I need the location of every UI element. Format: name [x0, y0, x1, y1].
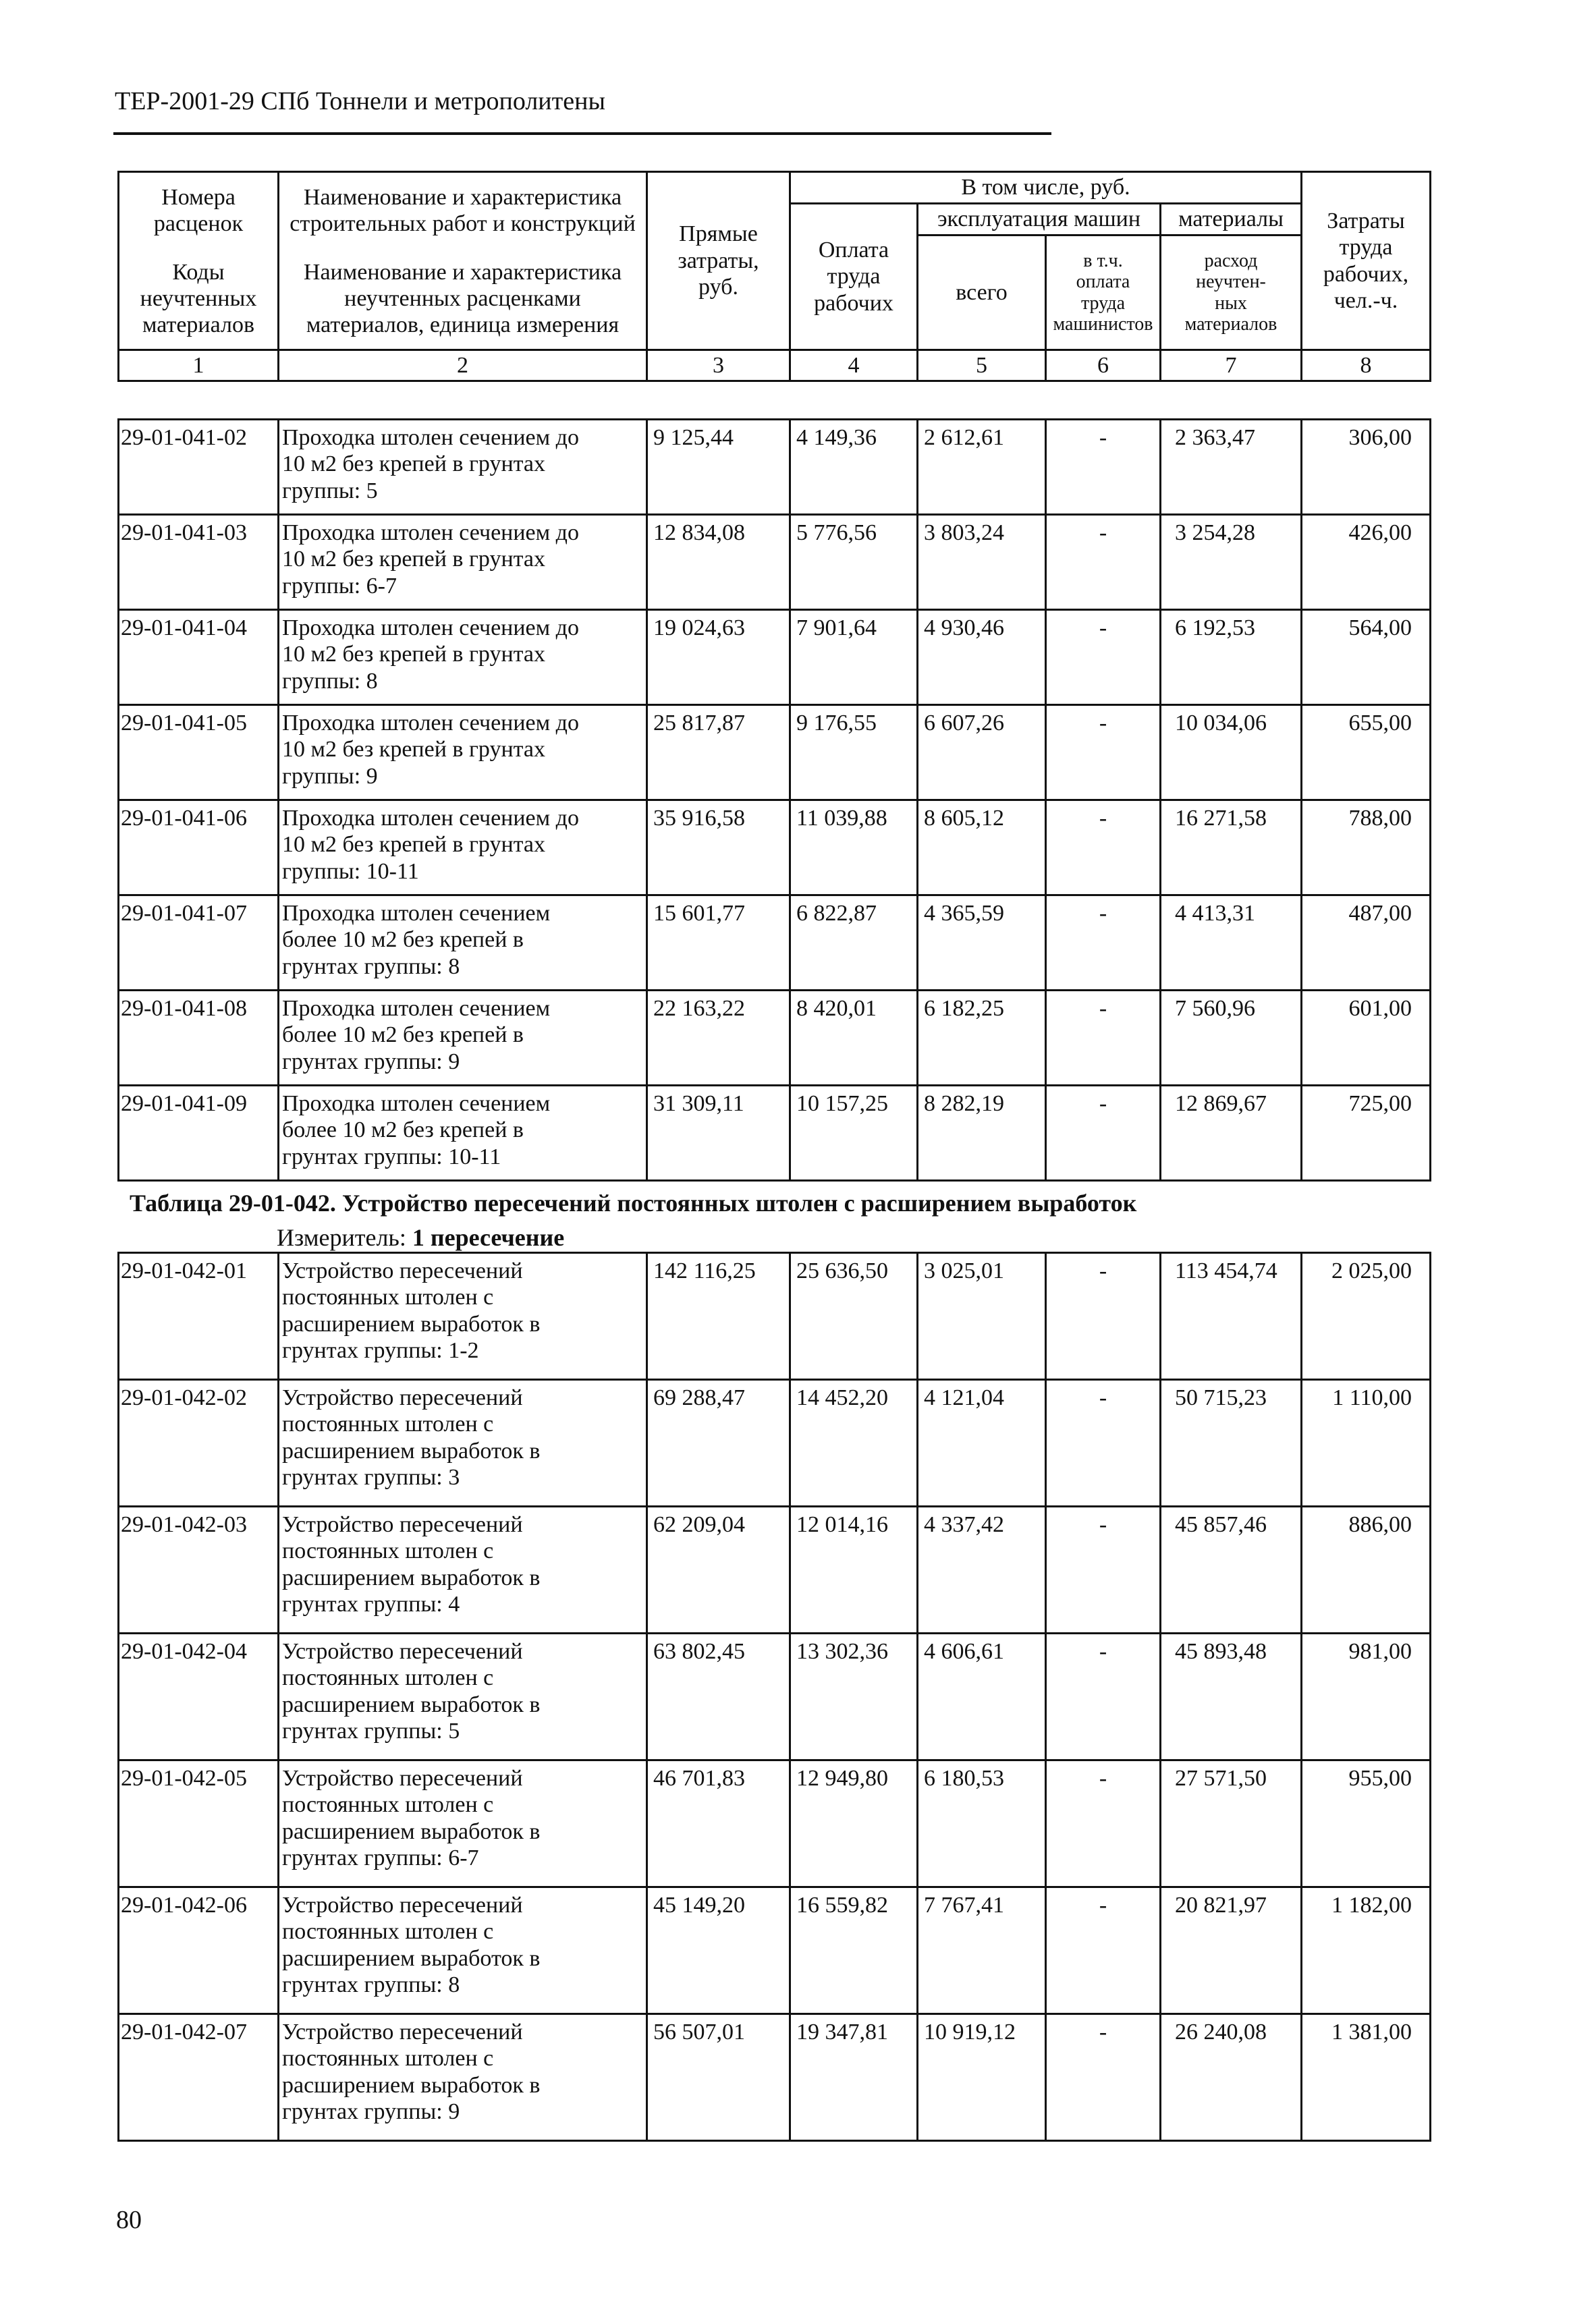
- work-name-line: Устройство пересечений: [282, 1766, 523, 1791]
- materials-cell: 26 240,08: [1161, 2014, 1302, 2141]
- operator-pay-cell: -: [1046, 1887, 1161, 2014]
- machines-total-cell: 4 365,59: [918, 895, 1046, 991]
- work-name-line: Проходка штолен сечением до: [282, 425, 579, 450]
- table-row: [119, 610, 1431, 705]
- work-name-cell: [279, 515, 647, 610]
- header-rule: [113, 132, 1051, 135]
- table-row: [119, 895, 1431, 991]
- materials-cell: 27 571,50: [1161, 1760, 1302, 1887]
- column-number-1: 1: [119, 350, 279, 381]
- worker-pay-cell: 13 302,36: [790, 1634, 918, 1760]
- table-row: [119, 1634, 1431, 1760]
- work-name-line: постоянных штолен с: [282, 2046, 494, 2072]
- labor-hours-cell: 601,00: [1302, 991, 1431, 1086]
- column-number-4: 4: [790, 350, 918, 381]
- labor-hours-cell: 788,00: [1302, 800, 1431, 895]
- rate-code-cell: 29-01-042-07: [119, 2014, 279, 2141]
- table-row: [119, 1887, 1431, 2014]
- rate-code-cell: 29-01-041-06: [119, 800, 279, 895]
- machines-total-cell: 6 182,25: [918, 991, 1046, 1086]
- rate-code-cell: 29-01-041-05: [119, 705, 279, 800]
- column-header-operator-pay: в т.ч. оплата труда машинистов: [1046, 235, 1161, 350]
- work-name-line: расширением выработок в: [282, 1565, 541, 1590]
- labor-hours-cell: 955,00: [1302, 1760, 1431, 1887]
- work-name-line: Устройство пересечений: [282, 1639, 523, 1664]
- column-header-material-names: Наименование и характеристика неучтенных расценками материалов, единица измерения: [279, 249, 647, 350]
- work-name-cell: [279, 1760, 647, 1887]
- worker-pay-cell: 7 901,64: [790, 610, 918, 705]
- worker-pay-cell: 16 559,82: [790, 1887, 918, 2014]
- table-row: [119, 1507, 1431, 1634]
- rate-code-cell: 29-01-042-02: [119, 1380, 279, 1507]
- rate-code-cell: 29-01-042-03: [119, 1507, 279, 1634]
- column-number-7: 7: [1161, 350, 1302, 381]
- table-29-01-042: [117, 1252, 1431, 2142]
- work-name-line: расширением выработок в: [282, 1692, 541, 1717]
- table-row: [119, 515, 1431, 610]
- measure-unit: [277, 1223, 564, 1252]
- materials-cell: 45 893,48: [1161, 1634, 1302, 1760]
- materials-cell: 16 271,58: [1161, 800, 1302, 895]
- table-row: [119, 1086, 1431, 1181]
- work-name-line: постоянных штолен с: [282, 1538, 494, 1564]
- direct-costs-cell: 31 309,11: [647, 1086, 790, 1181]
- work-name-line: грунтах группы: 9: [282, 2099, 460, 2125]
- table-row: [119, 1760, 1431, 1887]
- work-name-line: расширением выработок в: [282, 2072, 541, 2098]
- operator-pay-cell: -: [1046, 1086, 1161, 1181]
- table-row: [119, 1253, 1431, 1380]
- operator-pay-cell: -: [1046, 610, 1161, 705]
- rate-code-cell: 29-01-041-07: [119, 895, 279, 991]
- column-number-5: 5: [918, 350, 1046, 381]
- rate-code-cell: 29-01-041-08: [119, 991, 279, 1086]
- worker-pay-cell: 10 157,25: [790, 1086, 918, 1181]
- work-name-line: постоянных штолен с: [282, 1792, 494, 1818]
- work-name-line: постоянных штолен с: [282, 1412, 494, 1437]
- work-name-line: грунтах группы: 10-11: [282, 1144, 501, 1169]
- work-name-line: 10 м2 без крепей в грунтах: [282, 642, 546, 667]
- labor-hours-cell: 426,00: [1302, 515, 1431, 610]
- column-number-6: 6: [1046, 350, 1161, 381]
- worker-pay-cell: 19 347,81: [790, 2014, 918, 2141]
- measure-value: 1 пересечение: [412, 1224, 565, 1251]
- machines-total-cell: 3 025,01: [918, 1253, 1046, 1380]
- direct-costs-cell: 35 916,58: [647, 800, 790, 895]
- materials-cell: 113 454,74: [1161, 1253, 1302, 1380]
- work-name-line: более 10 м2 без крепей в: [282, 1022, 524, 1048]
- direct-costs-cell: 45 149,20: [647, 1887, 790, 2014]
- rate-code-cell: 29-01-042-05: [119, 1760, 279, 1887]
- rate-code-cell: 29-01-041-03: [119, 515, 279, 610]
- materials-cell: 45 857,46: [1161, 1507, 1302, 1634]
- measure-label: Измеритель:: [277, 1224, 406, 1251]
- table-row: [119, 2014, 1431, 2141]
- labor-hours-cell: 1 381,00: [1302, 2014, 1431, 2141]
- rate-code-cell: 29-01-042-04: [119, 1634, 279, 1760]
- direct-costs-cell: 142 116,25: [647, 1253, 790, 1380]
- column-header-unaccounted-materials: расход неучтен- ных материалов: [1161, 235, 1302, 350]
- work-name-line: более 10 м2 без крепей в: [282, 927, 524, 953]
- labor-hours-cell: 1 182,00: [1302, 1887, 1431, 2014]
- machines-total-cell: 4 606,61: [918, 1634, 1046, 1760]
- worker-pay-cell: 5 776,56: [790, 515, 918, 610]
- work-name-line: Устройство пересечений: [282, 1893, 523, 1918]
- materials-cell: 12 869,67: [1161, 1086, 1302, 1181]
- table-row: [119, 1380, 1431, 1507]
- work-name-line: Устройство пересечений: [282, 1512, 523, 1537]
- column-header-materials: материалы: [1161, 204, 1302, 235]
- machines-total-cell: 4 930,46: [918, 610, 1046, 705]
- work-name-line: грунтах группы: 3: [282, 1465, 460, 1491]
- table-row: [119, 800, 1431, 895]
- table-caption: Таблица 29-01-042. Устройство пересечений постоянных штолен с расширением выработок: [130, 1190, 1137, 1217]
- direct-costs-cell: 9 125,44: [647, 420, 790, 515]
- table-column-header: [117, 171, 1431, 382]
- labor-hours-cell: 306,00: [1302, 420, 1431, 515]
- direct-costs-cell: 12 834,08: [647, 515, 790, 610]
- direct-costs-cell: 19 024,63: [647, 610, 790, 705]
- direct-costs-cell: 22 163,22: [647, 991, 790, 1086]
- work-name-line: Устройство пересечений: [282, 1258, 523, 1283]
- materials-cell: 20 821,97: [1161, 1887, 1302, 2014]
- column-header-labor-hours: Затраты труда рабочих, чел.-ч.: [1302, 172, 1431, 350]
- column-number-8: 8: [1302, 350, 1431, 381]
- table-row: [119, 991, 1431, 1086]
- materials-cell: 4 413,31: [1161, 895, 1302, 991]
- labor-hours-cell: 487,00: [1302, 895, 1431, 991]
- work-name-line: группы: 5: [282, 478, 378, 503]
- rate-code-cell: 29-01-041-09: [119, 1086, 279, 1181]
- operator-pay-cell: -: [1046, 2014, 1161, 2141]
- materials-cell: 6 192,53: [1161, 610, 1302, 705]
- work-name-line: грунтах группы: 4: [282, 1592, 460, 1617]
- work-name-cell: [279, 1380, 647, 1507]
- work-name-line: грунтах группы: 8: [282, 1972, 460, 1998]
- work-name-line: 10 м2 без крепей в грунтах: [282, 451, 546, 477]
- work-name-line: более 10 м2 без крепей в: [282, 1117, 524, 1143]
- materials-cell: 50 715,23: [1161, 1380, 1302, 1507]
- machines-total-cell: 7 767,41: [918, 1887, 1046, 2014]
- operator-pay-cell: -: [1046, 1380, 1161, 1507]
- direct-costs-cell: 46 701,83: [647, 1760, 790, 1887]
- labor-hours-cell: 981,00: [1302, 1634, 1431, 1760]
- work-name-line: Проходка штолен сечением до: [282, 520, 579, 545]
- machines-total-cell: 4 121,04: [918, 1380, 1046, 1507]
- column-header-group-including: В том числе, руб.: [790, 172, 1302, 204]
- work-name-line: Устройство пересечений: [282, 2020, 523, 2045]
- page-header-title: ТЕР-2001-29 СПб Тоннели и метрополитены: [115, 87, 605, 115]
- operator-pay-cell: -: [1046, 1507, 1161, 1634]
- materials-cell: 10 034,06: [1161, 705, 1302, 800]
- work-name-line: Проходка штолен сечением: [282, 901, 551, 926]
- work-name-line: группы: 8: [282, 668, 378, 694]
- operator-pay-cell: -: [1046, 705, 1161, 800]
- worker-pay-cell: 12 014,16: [790, 1507, 918, 1634]
- work-name-line: расширением выработок в: [282, 1818, 541, 1844]
- column-number-2: 2: [279, 350, 647, 381]
- operator-pay-cell: -: [1046, 1634, 1161, 1760]
- operator-pay-cell: -: [1046, 895, 1161, 991]
- work-name-line: постоянных штолен с: [282, 1665, 494, 1691]
- table-row: [119, 420, 1431, 515]
- worker-pay-cell: 4 149,36: [790, 420, 918, 515]
- labor-hours-cell: 1 110,00: [1302, 1380, 1431, 1507]
- column-header-machines: эксплуатация машин: [918, 204, 1161, 235]
- work-name-line: группы: 9: [282, 763, 378, 789]
- work-name-line: 10 м2 без крепей в грунтах: [282, 547, 546, 572]
- worker-pay-cell: 8 420,01: [790, 991, 918, 1086]
- materials-cell: 7 560,96: [1161, 991, 1302, 1086]
- work-name-line: грунтах группы: 1-2: [282, 1338, 479, 1364]
- rate-code-cell: 29-01-041-04: [119, 610, 279, 705]
- work-name-line: группы: 10-11: [282, 858, 419, 884]
- direct-costs-cell: 63 802,45: [647, 1634, 790, 1760]
- work-name-line: Проходка штолен сечением до: [282, 615, 579, 640]
- work-name-line: Проходка штолен сечением до: [282, 711, 579, 735]
- work-name-cell: [279, 705, 647, 800]
- work-name-cell: [279, 610, 647, 705]
- work-name-line: грунтах группы: 8: [282, 953, 460, 979]
- rate-code-cell: 29-01-042-01: [119, 1253, 279, 1380]
- rate-code-cell: 29-01-042-06: [119, 1887, 279, 2014]
- machines-total-cell: 6 607,26: [918, 705, 1046, 800]
- work-name-line: постоянных штолен с: [282, 1285, 494, 1310]
- work-name-cell: [279, 991, 647, 1086]
- direct-costs-cell: 25 817,87: [647, 705, 790, 800]
- column-header-machines-total: всего: [918, 235, 1046, 350]
- machines-total-cell: 6 180,53: [918, 1760, 1046, 1887]
- rate-code-cell: 29-01-041-02: [119, 420, 279, 515]
- work-name-cell: [279, 1253, 647, 1380]
- work-name-line: Проходка штолен сечением: [282, 1091, 551, 1116]
- work-name-line: расширением выработок в: [282, 1311, 541, 1337]
- labor-hours-cell: 564,00: [1302, 610, 1431, 705]
- direct-costs-cell: 62 209,04: [647, 1507, 790, 1634]
- work-name-cell: [279, 420, 647, 515]
- machines-total-cell: 8 605,12: [918, 800, 1046, 895]
- operator-pay-cell: -: [1046, 991, 1161, 1086]
- machines-total-cell: 4 337,42: [918, 1507, 1046, 1634]
- work-name-line: расширением выработок в: [282, 1438, 541, 1464]
- work-name-line: грунтах группы: 5: [282, 1719, 460, 1744]
- table-29-01-041: [117, 418, 1431, 1182]
- work-name-line: Устройство пересечений: [282, 1385, 523, 1410]
- column-header-work-name: Наименование и характеристика строительных работ и конструкций: [279, 172, 647, 249]
- labor-hours-cell: 2 025,00: [1302, 1253, 1431, 1380]
- labor-hours-cell: 725,00: [1302, 1086, 1431, 1181]
- work-name-line: расширением выработок в: [282, 1945, 541, 1971]
- work-name-cell: [279, 1634, 647, 1760]
- column-header-rate-number: Номера расценок: [119, 172, 279, 249]
- operator-pay-cell: -: [1046, 800, 1161, 895]
- work-name-line: 10 м2 без крепей в грунтах: [282, 737, 546, 762]
- labor-hours-cell: 886,00: [1302, 1507, 1431, 1634]
- work-name-cell: [279, 800, 647, 895]
- work-name-line: 10 м2 без крепей в грунтах: [282, 832, 546, 858]
- machines-total-cell: 8 282,19: [918, 1086, 1046, 1181]
- operator-pay-cell: -: [1046, 1253, 1161, 1380]
- direct-costs-cell: 15 601,77: [647, 895, 790, 991]
- materials-cell: 3 254,28: [1161, 515, 1302, 610]
- machines-total-cell: 3 803,24: [918, 515, 1046, 610]
- worker-pay-cell: 11 039,88: [790, 800, 918, 895]
- work-name-line: Проходка штолен сечением: [282, 996, 551, 1021]
- labor-hours-cell: 655,00: [1302, 705, 1431, 800]
- work-name-line: грунтах группы: 6-7: [282, 1845, 479, 1871]
- direct-costs-cell: 56 507,01: [647, 2014, 790, 2141]
- machines-total-cell: 10 919,12: [918, 2014, 1046, 2141]
- direct-costs-cell: 69 288,47: [647, 1380, 790, 1507]
- materials-cell: 2 363,47: [1161, 420, 1302, 515]
- page-number: 80: [116, 2206, 142, 2234]
- work-name-cell: [279, 1086, 647, 1181]
- table-row: [119, 705, 1431, 800]
- column-header-material-codes: Коды неучтенных материалов: [119, 249, 279, 350]
- column-header-worker-pay: Оплата труда рабочих: [790, 204, 918, 350]
- work-name-line: Проходка штолен сечением до: [282, 806, 579, 831]
- work-name-cell: [279, 2014, 647, 2141]
- operator-pay-cell: -: [1046, 515, 1161, 610]
- work-name-cell: [279, 895, 647, 991]
- machines-total-cell: 2 612,61: [918, 420, 1046, 515]
- operator-pay-cell: -: [1046, 420, 1161, 515]
- worker-pay-cell: 6 822,87: [790, 895, 918, 991]
- work-name-line: грунтах группы: 9: [282, 1049, 460, 1074]
- work-name-cell: [279, 1887, 647, 2014]
- worker-pay-cell: 12 949,80: [790, 1760, 918, 1887]
- work-name-line: группы: 6-7: [282, 573, 397, 599]
- column-number-3: 3: [647, 350, 790, 381]
- work-name-cell: [279, 1507, 647, 1634]
- operator-pay-cell: -: [1046, 1760, 1161, 1887]
- worker-pay-cell: 9 176,55: [790, 705, 918, 800]
- worker-pay-cell: 14 452,20: [790, 1380, 918, 1507]
- work-name-line: постоянных штолен с: [282, 1919, 494, 1945]
- worker-pay-cell: 25 636,50: [790, 1253, 918, 1380]
- column-header-direct-costs: Прямые затраты, руб.: [647, 172, 790, 350]
